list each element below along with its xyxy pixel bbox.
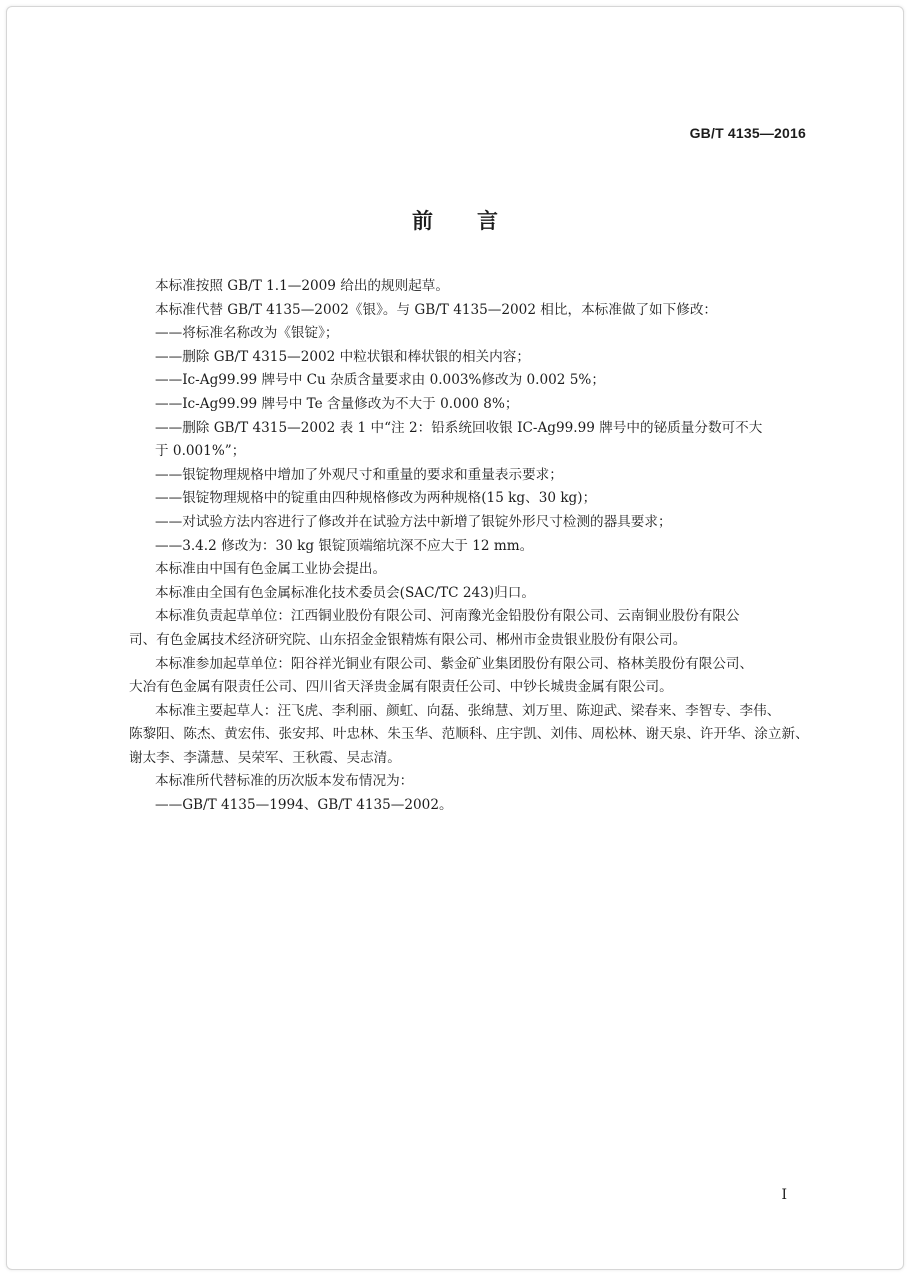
paragraph-line: 本标准代替 GB/T 4135—2002《银》。与 GB/T 4135—2002 相比，本标准做了如下修改： [155, 301, 718, 318]
list-item: ——GB/T 4135—1994、GB/T 4135—2002。 [155, 797, 453, 814]
preface-body [129, 275, 819, 818]
document-page [6, 6, 904, 1270]
paragraph-line: 本标准由中国有色金属工业协会提出。 [155, 561, 387, 578]
page-title: 前言 [412, 208, 542, 233]
paragraph-line: 大冶有色金属有限责任公司、四川省天泽贵金属有限责任公司、中钞长城贵金属有限公司。 [129, 679, 673, 696]
standard-code: GB/T 4135—2016 [689, 125, 806, 141]
paragraph-line: 本标准负责起草单位：江西铜业股份有限公司、河南豫光金铅股份有限公司、云南铜业股份有限公 [155, 608, 740, 625]
list-item: ——Ic-Ag99.99 牌号中 Te 含量修改为不大于 0.000 8%； [155, 395, 519, 412]
paragraph-line: 本标准参加起草单位：阳谷祥光铜业有限公司、紫金矿业集团股份有限公司、格林美股份有限公司、 [155, 655, 754, 672]
list-item: ——删除 GB/T 4315—2002 表 1 中“注 2：铅系统回收银 IC-Ag99.99 牌号中的铋质量分数可不大 [155, 419, 763, 436]
paragraph-line: 陈黎阳、陈杰、黄宏伟、张安邦、叶忠林、朱玉华、范顺科、庄宇凯、刘伟、周松林、谢天泉、许开华、涂立新、 [129, 726, 809, 743]
paragraph-line: 本标准由全国有色金属标准化技术委员会(SAC/TC 243)归口。 [155, 584, 535, 601]
list-item: ——3.4.2 修改为：30 kg 银锭顶端缩坑深不应大于 12 mm。 [155, 537, 534, 554]
paragraph-line: 本标准所代替标准的历次版本发布情况为： [155, 773, 414, 790]
paragraph-line: 本标准主要起草人：汪飞虎、李利丽、颜虹、向磊、张绵慧、刘万里、陈迎武、梁春来、李智专、李伟、 [155, 702, 781, 719]
list-item: ——将标准名称改为《银锭》； [155, 325, 339, 342]
paragraph-line: 谢太李、李潇慧、吴荣军、王秋霞、吴志清。 [129, 749, 401, 766]
list-item: ——Ic-Ag99.99 牌号中 Cu 杂质含量要求由 0.003%修改为 0.002 5%； [155, 372, 605, 389]
page-number: I [781, 1187, 787, 1203]
paragraph-line: 司、有色金属技术经济研究院、山东招金金银精炼有限公司、郴州市金贵银业股份有限公司。 [129, 631, 687, 648]
paragraph-line: 本标准按照 GB/T 1.1—2009 给出的规则起草。 [155, 278, 449, 294]
list-item: ——银锭物理规格中增加了外观尺寸和重量的要求和重量表示要求； [155, 466, 563, 483]
list-item: ——银锭物理规格中的锭重由四种规格修改为两种规格(15 kg、30 kg)； [155, 490, 597, 507]
list-item-continuation: 于 0.001%”； [155, 443, 246, 460]
list-item: ——删除 GB/T 4315—2002 中粒状银和棒状银的相关内容； [155, 348, 530, 365]
list-item: ——对试验方法内容进行了修改并在试验方法中新增了银锭外形尺寸检测的器具要求； [155, 513, 672, 530]
